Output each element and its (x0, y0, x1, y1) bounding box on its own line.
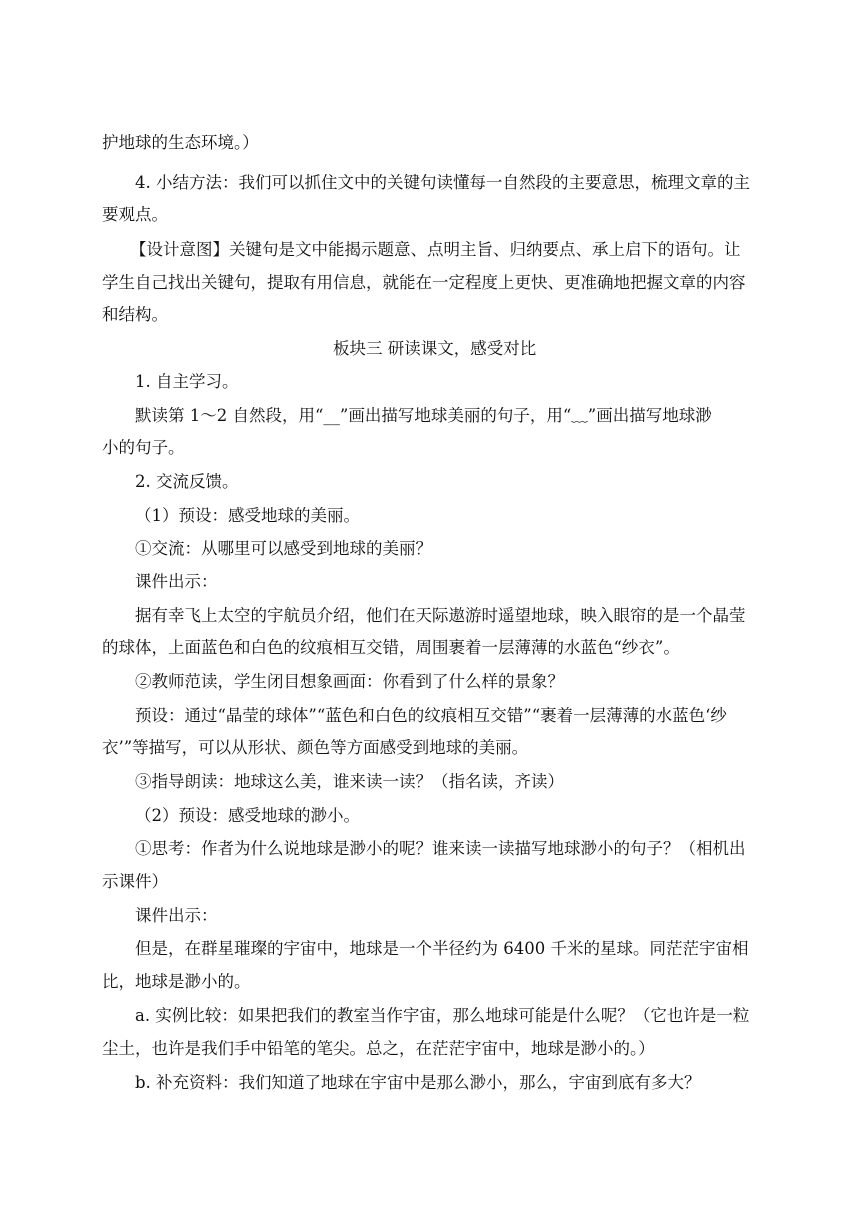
text-line: （2）预设：感受地球的渺小。 (135, 806, 360, 825)
text-line: 2. 交流反馈。 (135, 472, 239, 491)
text-line: 示课件） (102, 872, 168, 891)
text-line: 据有幸飞上太空的宇航员介绍，他们在天际遨游时遥望地球，映入眼帘的是一个晶莹 (135, 606, 746, 625)
text-line: ①思考：作者为什么说地球是渺小的呢？谁来读一读描写地球渺小的句子？（相机出 (135, 839, 746, 858)
text-line: 预设：通过“晶莹的球体”“蓝色和白色的纹痕相互交错”“裹着一层薄薄的水蓝色‘纱 (135, 706, 727, 725)
text-line: 【设计意图】关键句是文中能揭示题意、点明主旨、归纳要点、承上启下的语句。让 (130, 240, 741, 259)
text-line: 但是，在群星璀璨的宇宙中，地球是一个半径约为 6400 千米的星球。同茫茫宇宙相 (135, 939, 749, 958)
text-line: 尘土，也许是我们手中铅笔的笔尖。总之，在茫茫宇宙中，地球是渺小的。） (102, 1039, 655, 1058)
text-line: （1）预设：感受地球的美丽。 (135, 506, 360, 525)
text-line: 护地球的生态环境。） (102, 133, 259, 152)
text-line: 4. 小结方法：我们可以抓住文中的关键句读懂每一自然段的主要意思，梳理文章的主 (135, 173, 750, 192)
text-line: 默读第 1～2 自然段，用“__”画出描写地球美丽的句子，用“﹏”画出描写地球渺 (135, 406, 712, 425)
text-line: b. 补充资料：我们知道了地球在宇宙中是那么渺小，那么，宇宙到底有多大？ (135, 1073, 701, 1092)
text-line: 课件出示： (135, 906, 218, 925)
text-line: ③指导朗读：地球这么美，谁来读一读？（指名读，齐读） (135, 772, 564, 791)
text-line: 比，地球是渺小的。 (102, 972, 251, 991)
text-line: 要观点。 (102, 205, 168, 224)
text-line: a. 实例比较：如果把我们的教室当作宇宙，那么地球可能是什么呢？（它也许是一粒 (135, 1006, 750, 1025)
section-heading: 板块三 研读课文，感受对比 (333, 339, 537, 358)
text-line: 衣’”等描写，可以从形状、颜色等方面感受到地球的美丽。 (102, 738, 529, 757)
text-line: 和结构。 (102, 305, 168, 324)
text-line: 1. 自主学习。 (135, 372, 239, 391)
text-line: 课件出示： (135, 572, 218, 591)
text-line: ①交流：从哪里可以感受到地球的美丽？ (135, 539, 432, 558)
text-line: 小的句子。 (102, 438, 185, 457)
text-line: 学生自己找出关键句，提取有用信息，就能在一定程度上更快、更准确地把握文章的内容 (102, 273, 746, 292)
text-line: 的球体，上面蓝色和白色的纹痕相互交错，周围裹着一层薄薄的水蓝色“纱衣”。 (102, 638, 680, 657)
text-line: ②教师范读，学生闭目想象画面：你看到了什么样的景象？ (135, 672, 564, 691)
